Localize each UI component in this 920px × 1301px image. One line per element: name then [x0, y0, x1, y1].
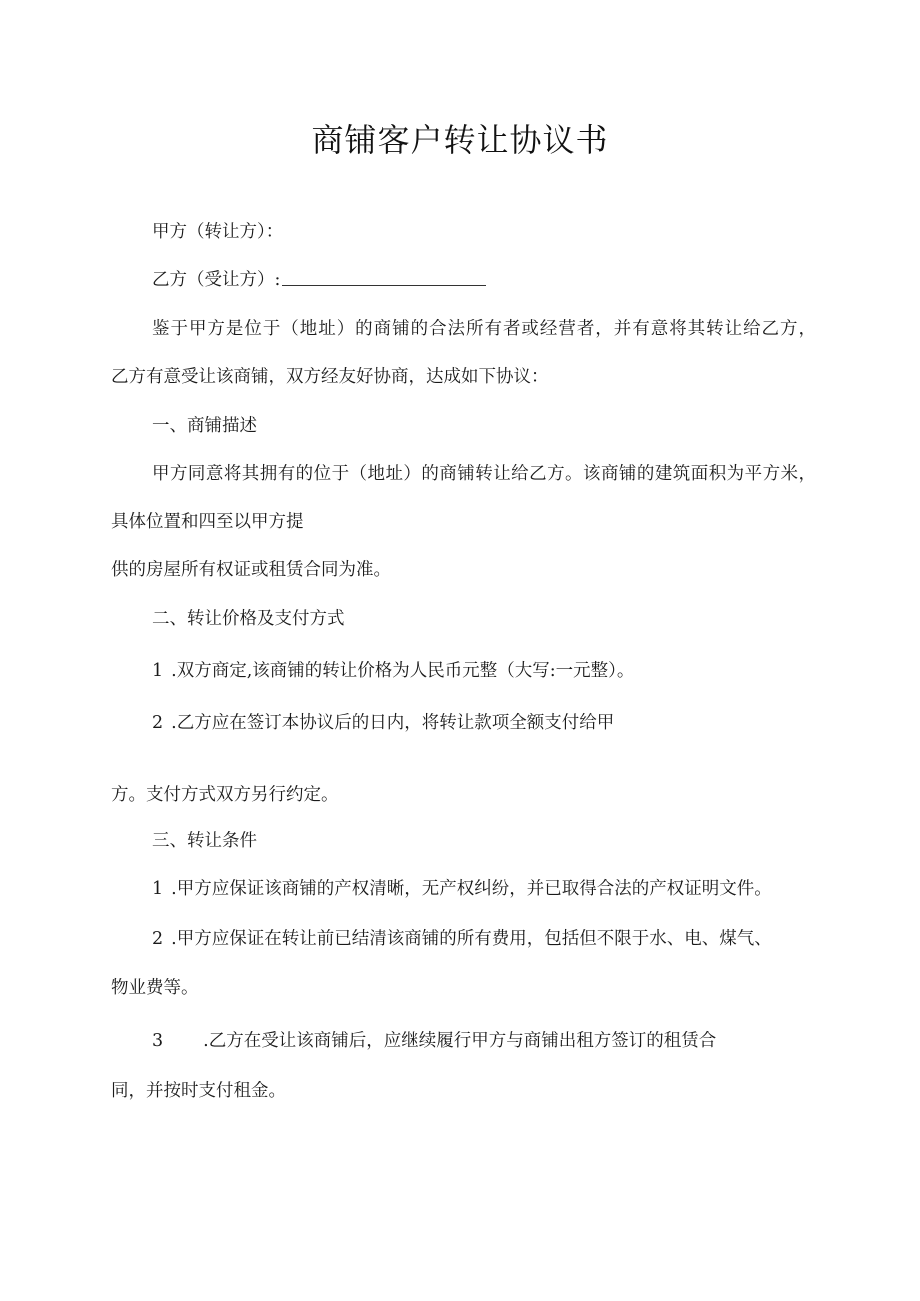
party-a-label: 甲方（转让方）： [152, 222, 284, 242]
section-3-item-3-text: .乙方在受让该商铺后，应继续履行甲方与商铺出租方签订的租赁合 [203, 1031, 717, 1051]
document-title: 商铺客户转让协议书 [311, 121, 609, 159]
preamble-line-2: 乙方有意受让该商铺，双方经友好协商，达成如下协议： [111, 367, 549, 387]
section-3-item-3-continuation: 同，并按时支付租金。 [111, 1081, 286, 1101]
section-3-item-3 [152, 1028, 716, 1054]
section-3-item-1-number: 1 [152, 879, 164, 899]
section-2-item-2 [152, 710, 614, 736]
section-2-item-2-continuation: 方。支付方式双方另行约定。 [111, 785, 339, 805]
section-2-heading: 二、转让价格及支付方式 [152, 609, 345, 629]
section-3-item-2-number: 2 [152, 929, 164, 949]
section-3-item-2 [152, 926, 772, 952]
section-1-line-3: 供的房屋所有权证或租赁合同为准。 [111, 560, 391, 580]
section-1-heading: 一、商铺描述 [152, 416, 257, 436]
section-3-heading: 三、转让条件 [152, 831, 257, 851]
section-3-item-2-continuation: 物业费等。 [111, 978, 199, 998]
section-3-item-1 [152, 876, 772, 902]
section-2-item-2-number: 2 [152, 713, 164, 733]
preamble-line-1: 鉴于甲方是位于（地址）的商铺的合法所有者或经营者，并有意将其转让给乙方， [152, 319, 816, 339]
section-1-line-2: 具体位置和四至以甲方提 [111, 512, 304, 532]
section-2-item-2-text: .乙方应在签订本协议后的日内，将转让款项全额支付给甲 [171, 713, 615, 733]
section-3-item-1-text: .甲方应保证该商铺的产权清晰，无产权纠纷，并已取得合法的产权证明文件。 [171, 879, 772, 899]
section-1-line-1: 甲方同意将其拥有的位于（地址）的商铺转让给乙方。该商铺的建筑面积为平方米， [152, 464, 816, 484]
section-3-item-2-text: .甲方应保证在转让前已结清该商铺的所有费用，包括但不限于水、电、煤气、 [171, 929, 772, 949]
section-2-item-1 [152, 658, 634, 684]
section-3-item-3-number: 3 [152, 1031, 164, 1051]
party-a-line [152, 219, 283, 245]
party-b-line [152, 267, 486, 293]
party-b-blank-field [282, 268, 486, 286]
section-2-item-1-text: .双方商定,该商铺的转让价格为人民币元整（大写:一元整）。 [171, 661, 635, 681]
party-b-label: 乙方（受让方）: [152, 270, 281, 290]
section-2-item-1-number: 1 [152, 661, 164, 681]
